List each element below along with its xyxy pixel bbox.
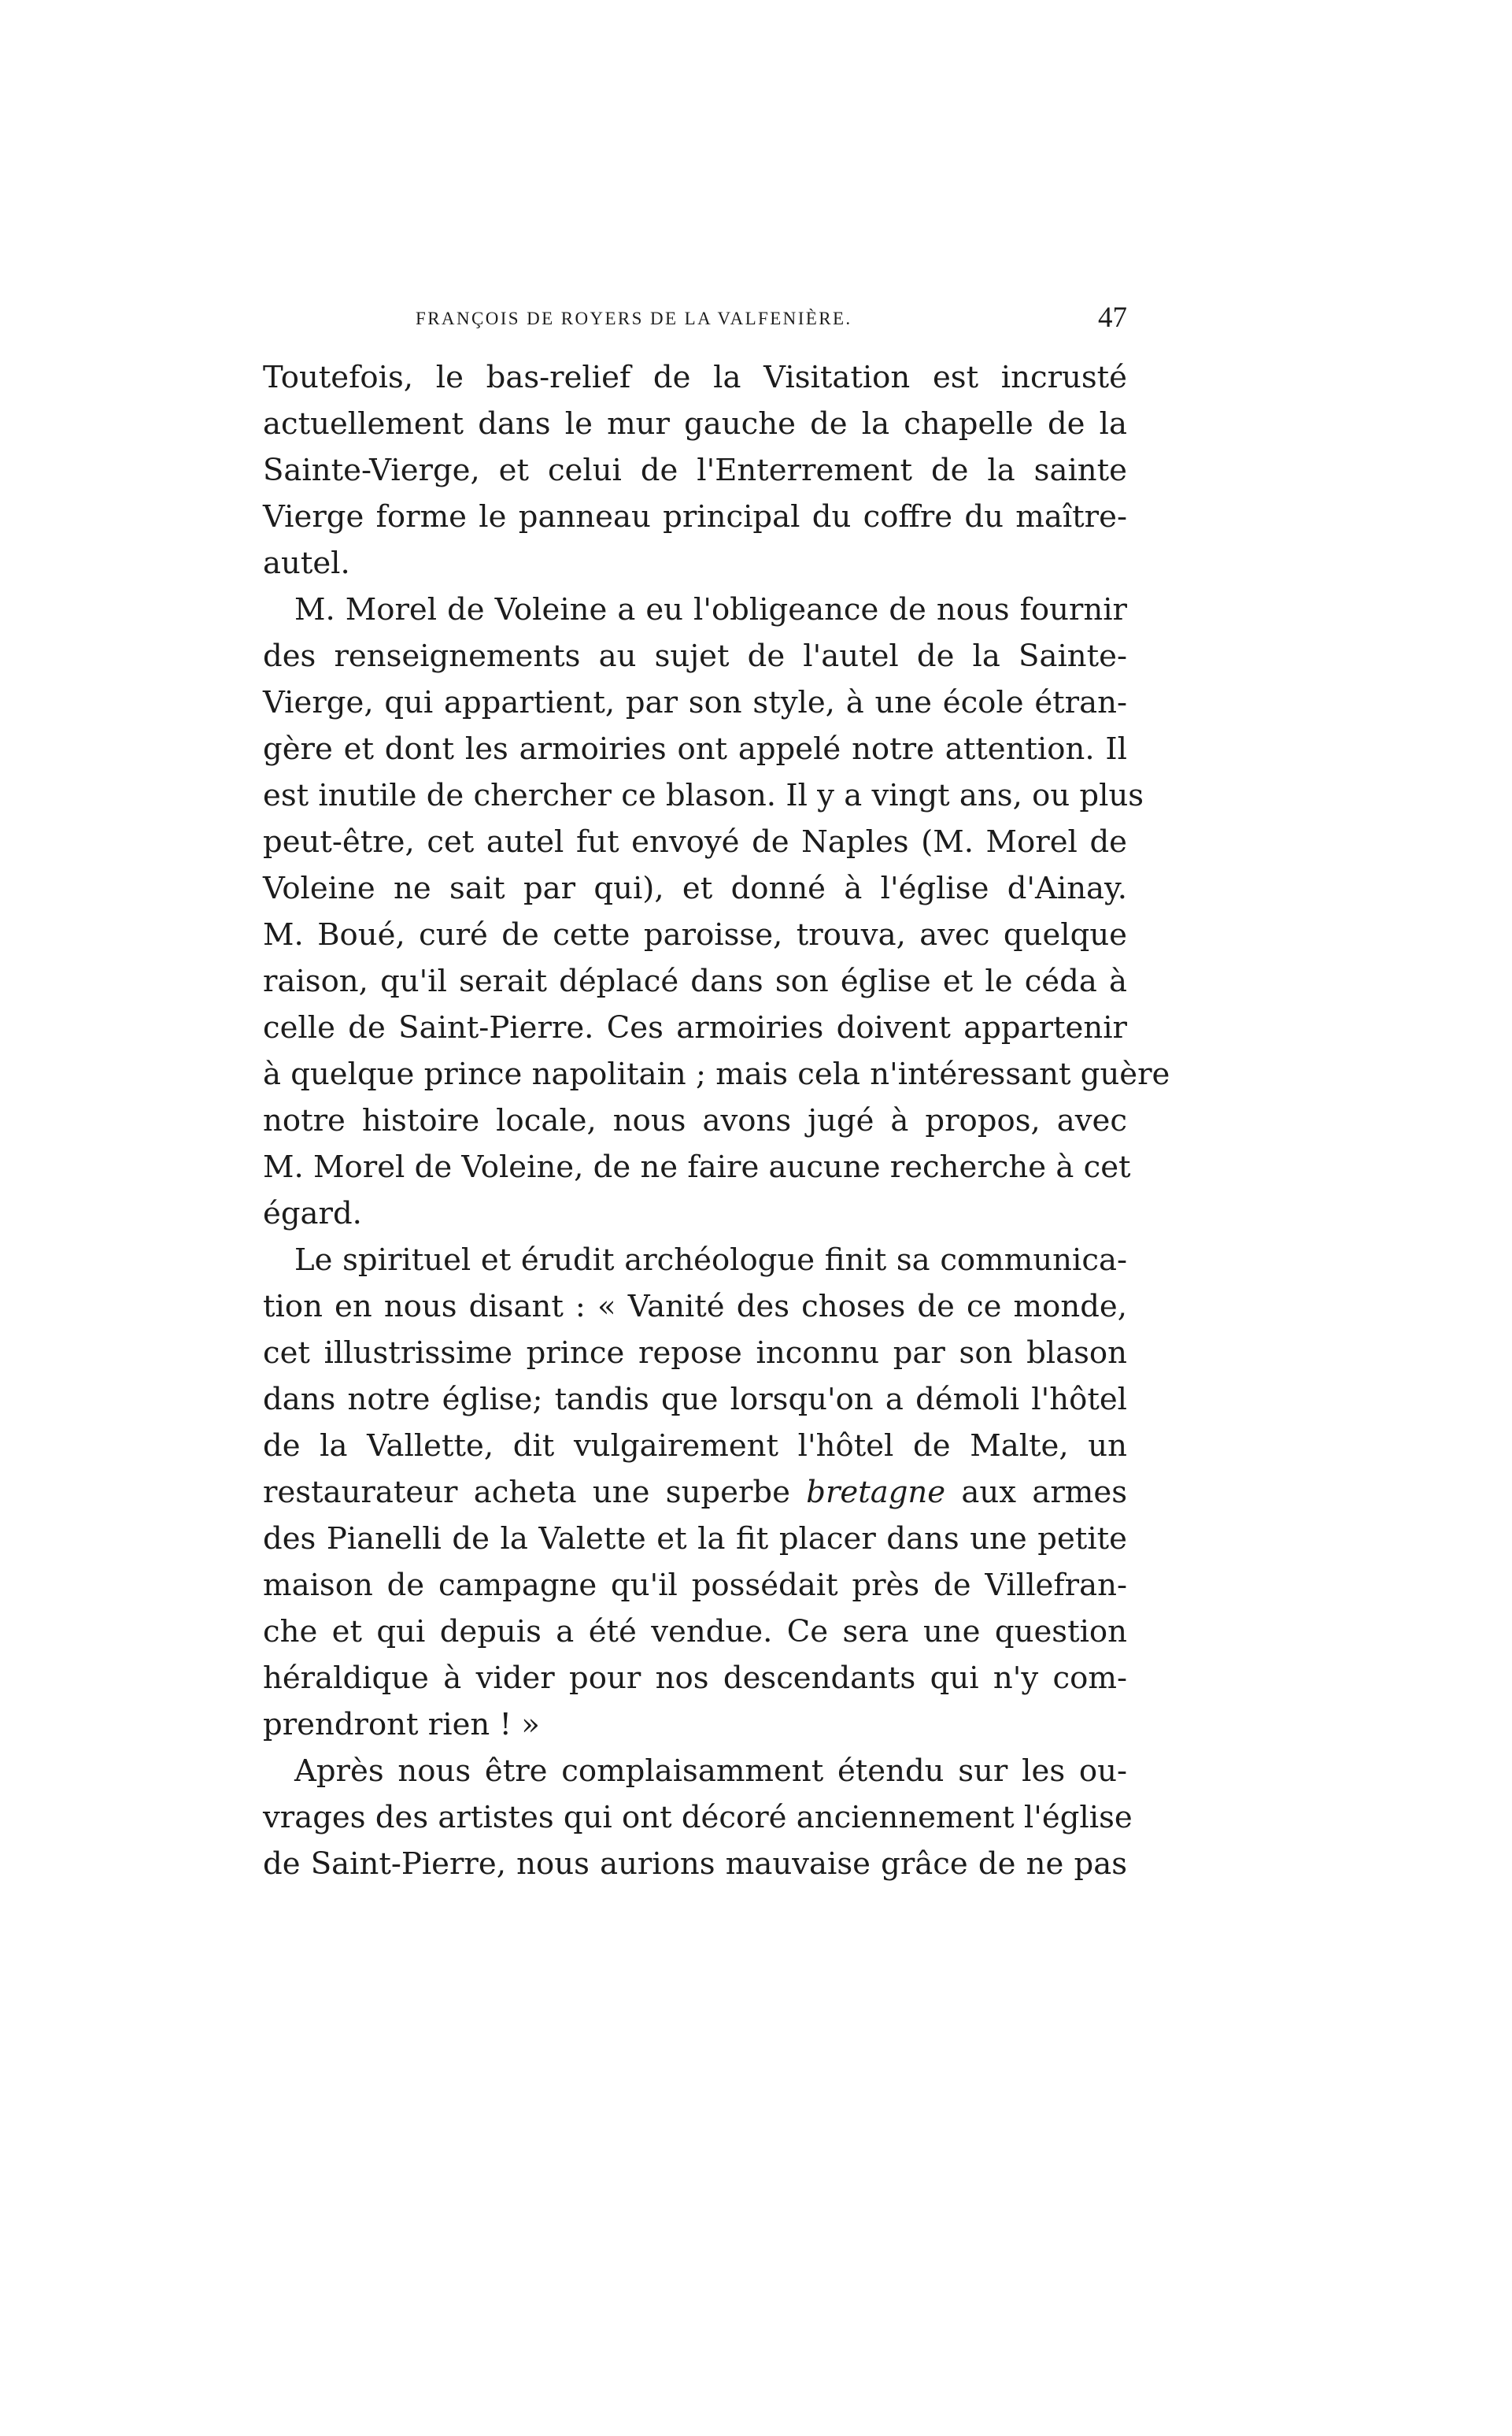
running-head	[261, 294, 1127, 342]
text-line: actuellement dans le mur gauche de la chapelle de la	[263, 406, 1127, 442]
line-segment: aux armes	[945, 1475, 1128, 1510]
paragraph	[263, 587, 1170, 1237]
text-line: Vierge forme le panneau principal du coffre du maître-	[263, 499, 1127, 535]
text-line: raison, qu'il serait déplacé dans son église et le céda à	[263, 964, 1127, 999]
text-line: tion en nous disant : « Vanité des choses de ce monde,	[263, 1289, 1127, 1324]
text-line: égard.	[263, 1196, 362, 1231]
text-line: des Pianelli de la Valette et la fit placer dans une petite	[263, 1521, 1127, 1557]
text-line: vrages des artistes qui ont décoré anciennement l'église	[263, 1800, 1133, 1835]
text-line: Voleine ne sait par qui), et donné à l'église d'Ainay.	[263, 871, 1127, 906]
text-line: à quelque prince napolitain ; mais cela n'intéressant guère	[263, 1057, 1170, 1092]
text-line: de Saint-Pierre, nous aurions mauvaise grâce de ne pas	[263, 1846, 1127, 1882]
text-line: celle de Saint-Pierre. Ces armoiries doivent appartenir	[263, 1010, 1127, 1046]
text-line: Sainte-Vierge, et celui de l'Enterrement de la sainte	[263, 453, 1127, 488]
text-line: M. Morel de Voleine, de ne faire aucune recherche à cet	[263, 1150, 1131, 1185]
paragraph	[263, 1237, 1127, 1748]
text-line: Après nous être complaisamment étendu sur les ou-	[294, 1753, 1127, 1789]
text-line: prendront rien ! »	[263, 1707, 540, 1742]
text-line-with-italic	[263, 1469, 1127, 1516]
text-line: che et qui depuis a été vendue. Ce sera une question	[263, 1614, 1127, 1649]
line-segment: restaurateur acheta une superbe	[263, 1475, 807, 1510]
text-line: peut-être, cet autel fut envoyé de Naples (M. Morel de	[263, 824, 1127, 860]
text-line: cet illustrissime prince repose inconnu par son blason	[263, 1335, 1127, 1371]
text-line: M. Boué, curé de cette paroisse, trouva, avec quelque	[263, 917, 1127, 953]
text-line: gère et dont les armoiries ont appelé notre attention. Il	[263, 731, 1127, 767]
text-line: des renseignements au sujet de l'autel de la Sainte-	[263, 639, 1127, 674]
text-line: dans notre église; tandis que lorsqu'on a démoli l'hôtel	[263, 1382, 1127, 1417]
text-line: est inutile de chercher ce blason. Il y a vingt ans, ou plus	[263, 778, 1144, 813]
text-line: Le spirituel et érudit archéologue finit sa communica-	[294, 1242, 1127, 1278]
paragraph	[263, 354, 1127, 587]
text-line: de la Vallette, dit vulgairement l'hôtel de Malte, un	[263, 1428, 1127, 1464]
text-line: notre histoire locale, nous avons jugé à propos, avec	[263, 1103, 1127, 1138]
text-line: autel.	[263, 546, 350, 581]
paragraph	[263, 1748, 1133, 1887]
page-number: 47	[1098, 302, 1127, 334]
text-line: M. Morel de Voleine a eu l'obligeance de nous fournir	[294, 592, 1127, 628]
text-line: Toutefois, le bas-relief de la Visitation est incrusté	[263, 360, 1127, 395]
body-text	[263, 354, 1170, 1887]
italic-term: bretagne	[806, 1475, 946, 1510]
text-line: maison de campagne qu'il possédait près de Villefran-	[263, 1568, 1127, 1603]
text-line: Vierge, qui appartient, par son style, à une école étran-	[263, 685, 1127, 720]
running-title: FRANÇOIS DE ROYERS DE LA VALFENIÈRE.	[416, 309, 852, 328]
text-line: héraldique à vider pour nos descendants qui n'y com-	[263, 1660, 1127, 1696]
